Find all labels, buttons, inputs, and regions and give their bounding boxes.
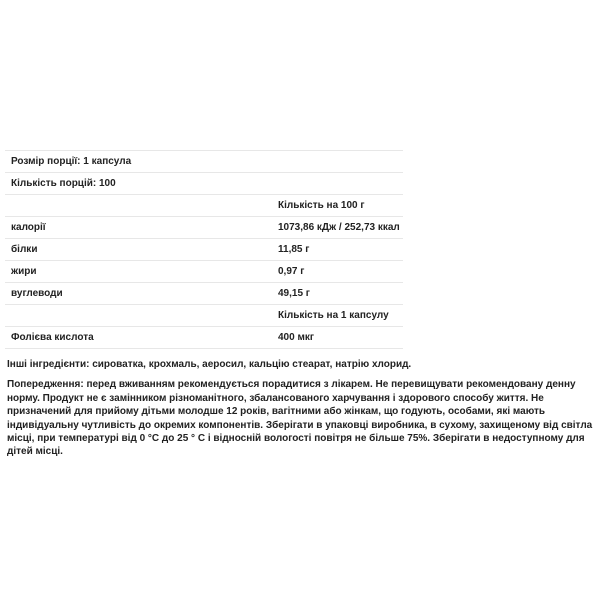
proteins-label: білки <box>11 244 38 255</box>
carbohydrates-label: вуглеводи <box>11 288 63 299</box>
row-fats <box>5 261 403 283</box>
serving-size-label: Розмір порції: 1 капсула <box>11 156 132 167</box>
folic-acid-label: Фолієва кислота <box>11 332 94 343</box>
fats-label: жири <box>11 266 37 277</box>
other-ingredients-text: Інші інгредієнти: сироватка, крохмаль, аеросил, кальцію стеарат, натрію хлорид. <box>7 359 412 370</box>
calories-value: 1073,86 кДж / 252,73 ккал <box>278 222 400 233</box>
row-header-per-100g <box>5 195 403 217</box>
fats-value: 0,97 г <box>278 266 305 277</box>
calories-label: калорії <box>11 222 46 233</box>
warning-text: Попередження: перед вживанням рекомендується порадитися з лікарем. Не перевищувати рекомендовану денну норму. Продукт не є замінником різноманітного, збалансованого харчування і здорового способу життя. Не призначений для прийому дітьми молодше 12 років, вагітними або жінкам, що годують, особами, які мають індивідуальну чутливість до окремих компонентів. Зберігати в упаковці виробника, в сухому, захищеному від світла місці, при температурі від 0 °С до 25 ° С і відносній вологості повітря не більше 75%. Зберігати в недоступному для дітей місці. <box>7 379 593 458</box>
nutrition-info-section <box>5 150 595 459</box>
row-folic-acid <box>5 327 403 349</box>
folic-acid-value: 400 мкг <box>278 332 315 343</box>
per-100g-header: Кількість на 100 г <box>278 200 365 211</box>
row-proteins <box>5 239 403 261</box>
row-header-per-capsule <box>5 305 403 327</box>
row-calories <box>5 217 403 239</box>
row-carbohydrates <box>5 283 403 305</box>
carbohydrates-value: 49,15 г <box>278 288 310 299</box>
servings-count-label: Кількість порцій: 100 <box>11 178 116 189</box>
proteins-value: 11,85 г <box>278 244 310 255</box>
nutrition-facts-table <box>5 150 403 349</box>
row-serving-size <box>5 151 403 173</box>
row-servings-count <box>5 173 403 195</box>
per-capsule-header: Кількість на 1 капсулу <box>278 310 389 321</box>
